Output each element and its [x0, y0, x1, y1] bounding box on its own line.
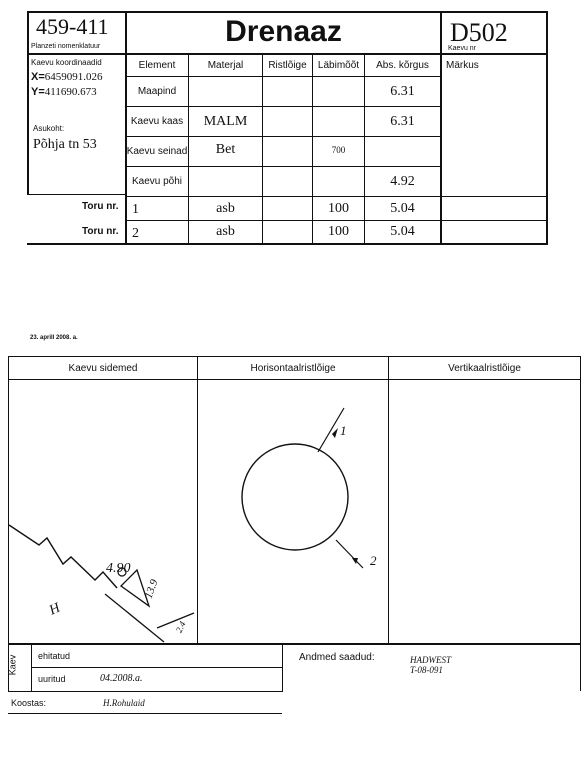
col-cross-section: Ristlõige	[268, 59, 307, 71]
address-label: Asukoht:	[33, 124, 65, 133]
sketch-mark: H	[47, 600, 63, 619]
row-diameter: 700	[331, 145, 346, 155]
page-title: Drenaaz	[225, 15, 342, 48]
street-line	[9, 525, 117, 588]
row-element: Maapind	[137, 86, 177, 97]
y-value: 411690.673	[44, 86, 97, 98]
compiled-value: H.Rohulaid	[103, 698, 145, 708]
sketch-corner-label: 2.4	[173, 619, 188, 635]
x-label: X=	[31, 71, 45, 83]
data-from-label: Andmed saadud:	[299, 652, 375, 663]
x-value: 6459091.026	[44, 71, 103, 83]
well-circle	[242, 444, 348, 550]
data-from-value: HADWEST	[410, 655, 451, 665]
pipe-label: Toru nr.	[82, 201, 119, 212]
pipe-nr: 1	[132, 202, 139, 217]
pipe-material: asb	[216, 224, 235, 239]
data-from-value: T-08-091	[410, 665, 443, 675]
col-element: Element	[138, 59, 176, 71]
row-height: 6.31	[390, 83, 415, 99]
pipe-material: asb	[216, 201, 235, 216]
sheet-number: 459-411	[36, 14, 109, 39]
row-material: Bet	[215, 142, 236, 157]
section-header-horizontal: Horisontaalristlõige	[250, 362, 336, 374]
address: Põhja tn 53	[33, 137, 97, 152]
y-label: Y=	[31, 86, 45, 98]
row-element: Kaevu põhi	[131, 176, 183, 187]
col-notes: Märkus	[446, 60, 479, 71]
pipe-1-arrow	[332, 428, 338, 438]
surveyed-value: 04.2008.a.	[100, 673, 143, 684]
horizontal-section-drawing	[198, 380, 388, 643]
sketch-boundary	[105, 594, 164, 642]
surveyed-label: uuritud	[38, 674, 66, 684]
pipe-1-label: 1	[340, 423, 347, 438]
date-note: 23. aprill 2008. a.	[30, 335, 78, 341]
connections-sketch	[9, 380, 197, 643]
row-element: Kaevu seinad	[126, 146, 188, 157]
sheet-label: Planzeti nomenklatuur	[31, 43, 101, 50]
sketch-number: 4.90	[106, 561, 131, 576]
pipe-diameter: 100	[328, 201, 349, 216]
section-header-vertical: Vertikaalristlõige	[448, 362, 521, 374]
col-material: Materjal	[207, 59, 244, 71]
coords-label: Kaevu koordinaadid	[31, 58, 102, 67]
row-element: Kaevu kaas	[130, 116, 184, 127]
pipe-2-label: 2	[370, 553, 377, 568]
x-coordinate	[31, 71, 103, 83]
compiled-label: Koostas:	[11, 698, 47, 708]
y-coordinate	[31, 86, 97, 98]
col-diameter: Läbimõõt	[317, 59, 360, 71]
row-height: 6.31	[390, 113, 415, 129]
well-id: D502	[450, 18, 508, 47]
pipe-height: 5.04	[390, 224, 415, 239]
pipe-nr: 2	[132, 226, 139, 241]
col-abs-height: Abs. kõrgus	[376, 59, 429, 71]
built-label: ehitatud	[38, 651, 71, 661]
pipe-2-arrow	[352, 558, 358, 564]
row-material: MALM	[203, 113, 248, 129]
well-label: Kaevu nr	[448, 45, 477, 52]
pipe-height: 5.04	[390, 201, 415, 216]
pipe-2-line	[336, 540, 363, 568]
pipe-label: Toru nr.	[82, 226, 119, 237]
footer-side-label: Kaev	[7, 654, 18, 676]
sketch-number: 13.9	[142, 577, 161, 601]
pipe-diameter: 100	[328, 224, 349, 239]
section-header-connections: Kaevu sidemed	[68, 362, 138, 374]
row-height: 4.92	[390, 173, 415, 189]
